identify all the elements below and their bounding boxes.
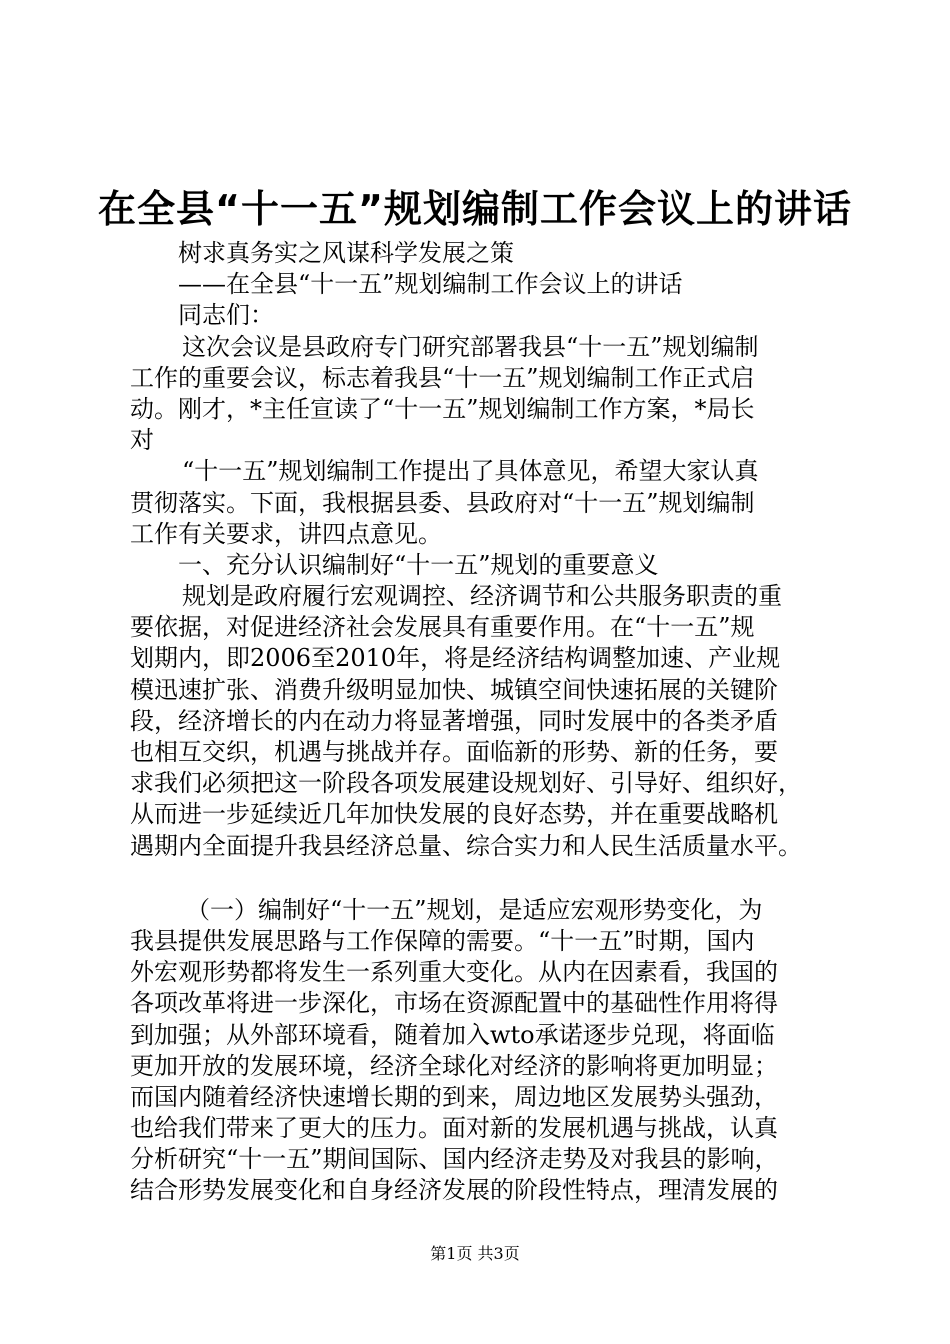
paragraph-line: 从而进一步延续近几年加快发展的良好态势，并在重要战略机 [130, 800, 778, 829]
paragraph-line: 要依据，对促进经济社会发展具有重要作用。在“十一五”规 [130, 613, 755, 642]
document-title: 在全县“十一五”规划编制工作会议上的讲话 [98, 187, 852, 231]
paragraph-line: 我县提供发展思路与工作保障的需要。“十一五”时期，国内 [130, 926, 755, 955]
page-footer: 第1页 共3页 [430, 1244, 520, 1263]
paragraph-line: 规划是政府履行宏观调控、经济调节和公共服务职责的重 [182, 582, 782, 611]
document-body [130, 238, 835, 1207]
paragraph-line: 对 [130, 426, 154, 455]
paragraph-line: 更加开放的发展环境，经济全球化对经济的影响将更加明显； [130, 1051, 778, 1080]
paragraph-line: 分析研究“十一五”期间国际、国内经济走势及对我县的影响， [130, 1145, 779, 1174]
paragraph-line: 这次会议是县政府专门研究部署我县“十一五”规划编制 [182, 332, 759, 361]
paragraph-line: 划期内，即2006至2010年，将是经济结构调整加速、产业规 [130, 644, 781, 673]
paragraph-line: 结合形势发展变化和自身经济发展的阶段性特点，理清发展的 [130, 1176, 778, 1205]
paragraph-line: 贯彻落实。下面，我根据县委、县政府对“十一五”规划编制 [130, 488, 755, 517]
paragraph-line: 遇期内全面提升我县经济总量、综合实力和人民生活质量水平。 [130, 831, 802, 860]
paragraph-line: 也相互交织，机遇与挑战并存。面临新的形势、新的任务，要 [130, 738, 778, 766]
speech-subtitle: 树求真务实之风谋科学发展之策 [178, 239, 514, 267]
paragraph-line: （一）编制好“十一五”规划，是适应宏观形势变化，为 [186, 895, 763, 924]
paragraph-line: 段，经济增长的内在动力将显著增强，同时发展中的各类矛盾 [130, 706, 778, 735]
paragraph-line: 动。刚才，*主任宣读了“十一五”规划编制工作方案，*局长 [130, 394, 755, 423]
paragraph-line: 求我们必须把这一阶段各项发展建设规划好、引导好、组织好， [130, 769, 802, 798]
paragraph-line: 而国内随着经济快速增长期的到来，周边地区发展势头强劲， [130, 1082, 778, 1111]
paragraph-line: 工作的重要会议，标志着我县“十一五”规划编制工作正式启 [130, 363, 755, 392]
paragraph-gap [130, 862, 835, 895]
paragraph-line: “十一五”规划编制工作提出了具体意见，希望大家认真 [182, 457, 759, 486]
paragraph-line: 到加强；从外部环境看，随着加入wto承诺逐步兑现，将面临 [130, 1020, 775, 1049]
section-heading: 一、充分认识编制好“十一五”规划的重要意义 [178, 550, 659, 579]
paragraph-line: 模迅速扩张、消费升级明显加快、城镇空间快速拓展的关键阶 [130, 675, 778, 704]
paragraph-line: 工作有关要求，讲四点意见。 [130, 519, 442, 548]
salutation: 同志们： [178, 301, 274, 330]
paragraph-line: 各项改革将进一步深化，市场在资源配置中的基础性作用将得 [130, 989, 778, 1018]
paragraph-line: 外宏观形势都将发生一系列重大变化。从内在因素看，我国的 [130, 958, 778, 987]
paragraph-line: 也给我们带来了更大的压力。面对新的发展机遇与挑战，认真 [130, 1114, 778, 1143]
speech-subtitle-sub: ——在全县“十一五”规划编制工作会议上的讲话 [178, 270, 683, 299]
